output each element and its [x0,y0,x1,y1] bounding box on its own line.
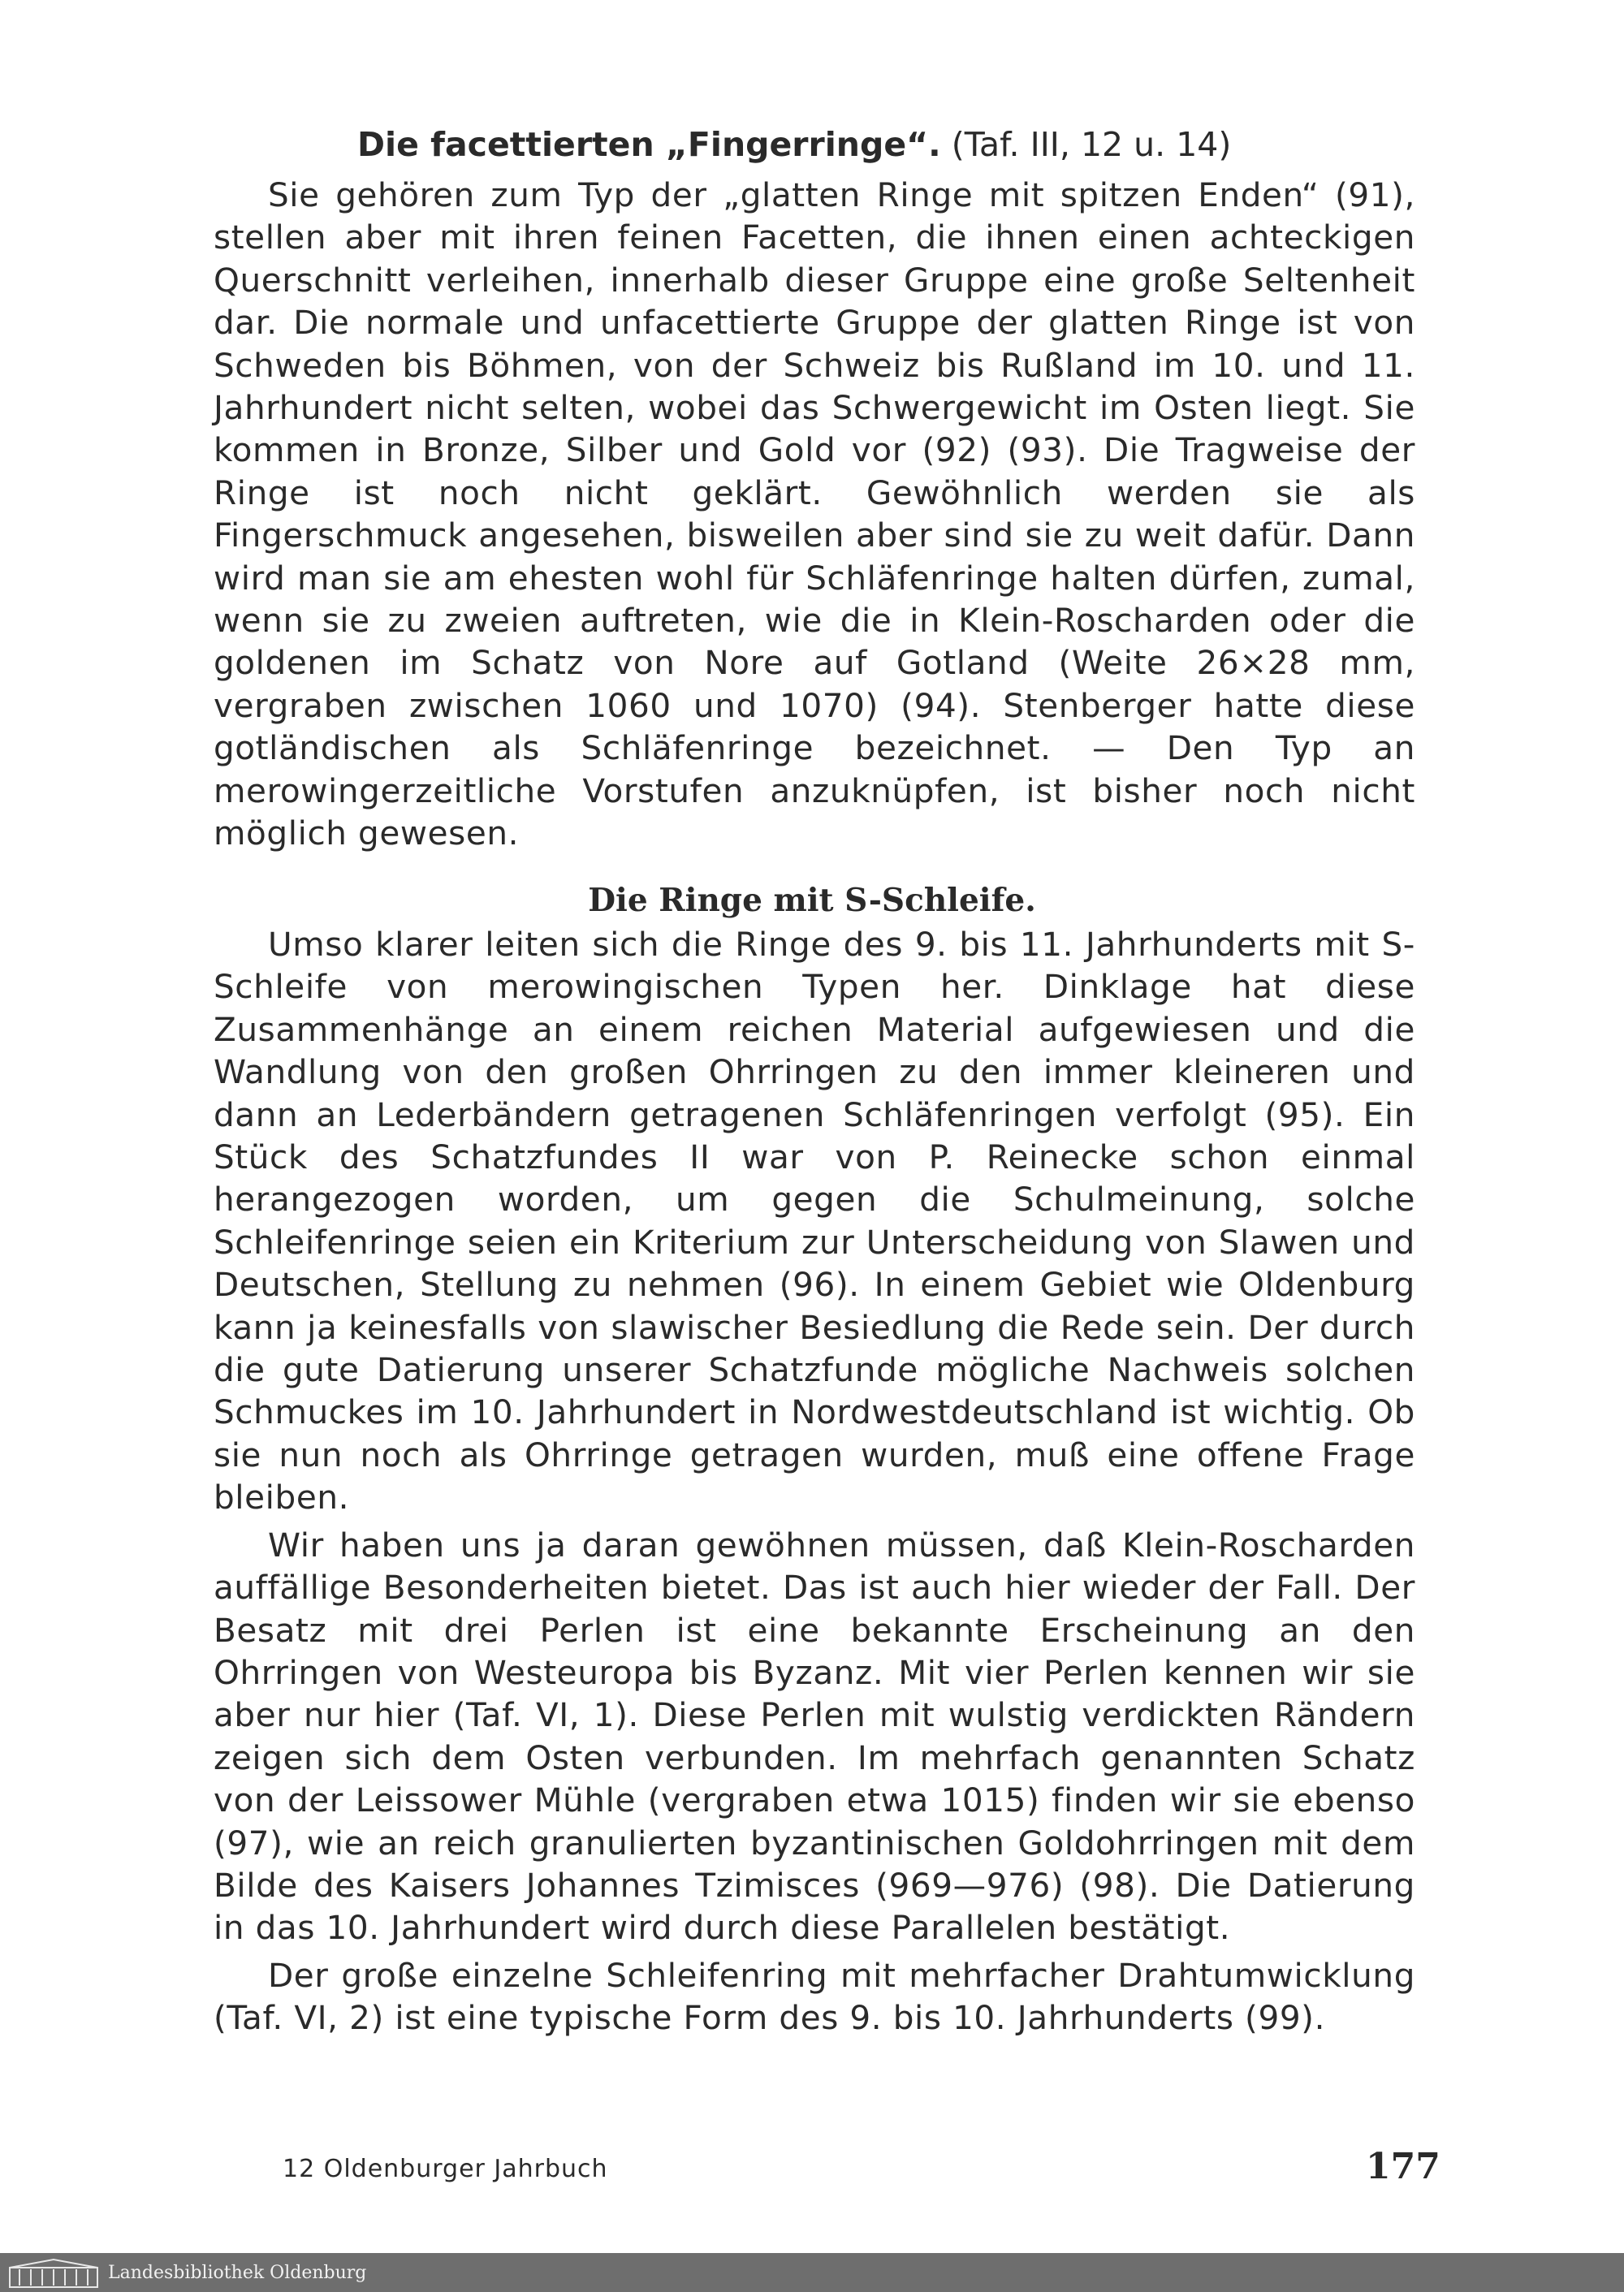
library-watermark-bar [0,2253,1624,2292]
paragraph: Umso klarer leiten sich die Ringe des 9. bis 11. Jahrhunderts mit S-Schleife von merowingischen Typen her. Dinklage hat diese Zusammenhänge an einem reichen Material aufgewiesen und die Wandlung von den großen Ohrringen zu den immer kleineren und dann an Lederbändern getragenen Schläfenringen verfolgt (95). Ein Stück des Schatzfundes II war von P. Reinecke schon einmal herangezogen worden, um gegen die Schulmeinung, solche Schleifenringe seien ein Kriterium zur Unterscheidung von Slawen und Deutschen, Stellung zu nehmen (96). In einem Gebiet wie Oldenburg kann ja keinesfalls von slawischer Besiedlung die Rede sein. Der durch die gute Datierung unserer Schatzfunde mögliche Nachweis solchen Schmuckes im 10. Jahrhundert in Nordwestdeutschland ist wichtig. Ob sie nun noch als Ohrringe getragen wurden, muß eine offene Frage bleiben. [214,925,1415,1517]
library-building-icon [8,2258,99,2289]
sheet-signature: 12 Oldenburger Jahrbuch [283,2155,608,2183]
section-title-s-schleife: Die Ringe mit S-Schleife. [588,882,1036,919]
section-title-facettierte-ringe [357,122,1364,167]
paragraph: Der große einzelne Schleifenring mit mehrfacher Drahtumwicklung (Taf. VI, 2) ist eine typische Form des 9. bis 10. Jahrhunderts (99). [214,1955,1415,2038]
section2-body [214,923,1415,2039]
section1-body [214,174,1415,855]
section-title-text: Die facettierten „Fingerringe“. [357,125,941,164]
paragraph: Wir haben uns ja daran gewöhnen müssen, daß Klein-Roscharden auffällige Besonderheiten bietet. Das ist auch hier wieder der Fall. Der Besatz mit drei Perlen ist eine bekannte Erscheinung an den Ohrringen von Westeuropa bis Byzanz. Mit vier Perlen kennen wir sie aber nur hier (Taf. VI, 1). Diese Perlen mit wulstig verdickten Rändern zeigen sich dem Osten verbunden. Im mehrfach genannten Schatz von der Leissower Mühle (vergraben etwa 1015) finden wir sie ebenso (97), wie an reich granulierten byzantinischen Goldohrringen mit dem Bilde des Kaisers Johannes Tzimisces (969—976) (98). Die Datierung in das 10. Jahrhundert wird durch diese Parallelen bestätigt. [214,1525,1415,1948]
library-name: Landesbibliothek Oldenburg [108,2263,367,2283]
paragraph: Sie gehören zum Typ der „glatten Ringe mit spitzen Enden“ (91), stellen aber mit ihren feinen Facetten, die ihnen einen achteckigen Querschnitt verleihen, innerhalb dieser Gruppe eine große Seltenheit dar. Die normale und unfacettierte Gruppe der glatten Ringe ist von Schweden bis Böhmen, von der Schweiz bis Rußland im 10. und 11. Jahrhundert nicht selten, wobei das Schwergewicht im Osten liegt. Sie kommen in Bronze, Silber und Gold vor (92) (93). Die Tragweise der Ringe ist noch nicht geklärt. Gewöhnlich werden sie als Fingerschmuck angesehen, bisweilen aber sind sie zu weit dafür. Dann wird man sie am ehesten wohl für Schläfenringe halten dürfen, zumal, wenn sie zu zweien auftreten, wie die in Klein-Roscharden oder die goldenen im Schatz von Nore auf Gotland (Weite 26×28 mm, vergraben zwischen 1060 und 1070) (94). Stenberger hatte diese gotländischen als Schläfenringe bezeichnet. — Den Typ an merowingerzeitliche Vorstufen anzuknüpfen, ist bisher noch nicht möglich gewesen. [214,175,1415,853]
plate-reference: (Taf. III, 12 u. 14) [951,125,1232,164]
page-number: 177 [1366,2146,1440,2187]
